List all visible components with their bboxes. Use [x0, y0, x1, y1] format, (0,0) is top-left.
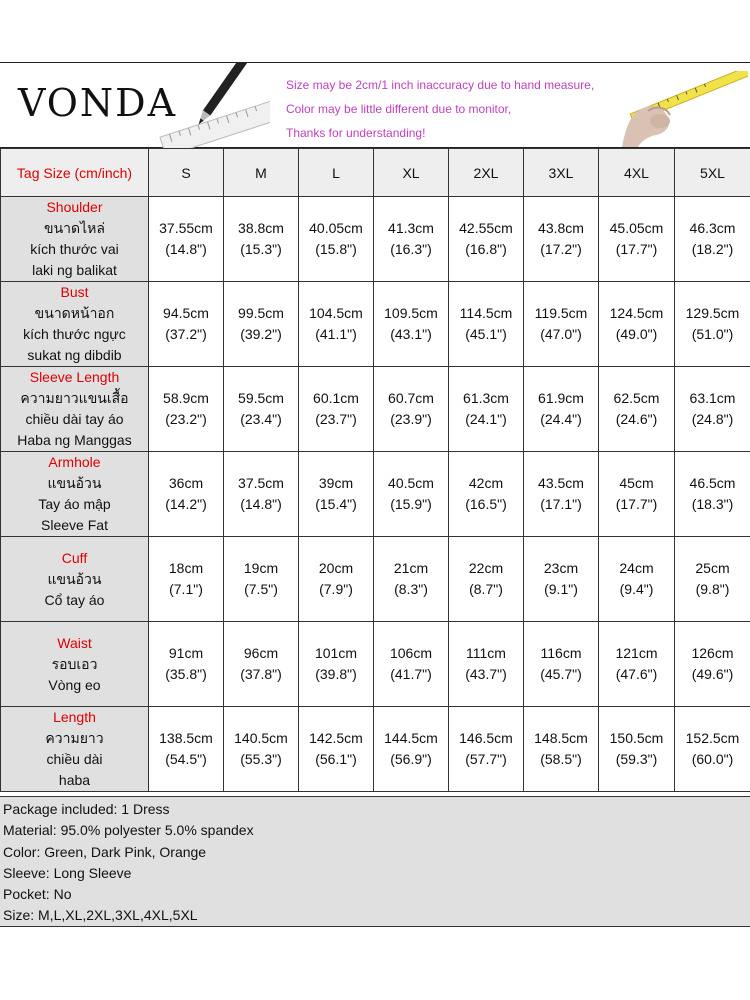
measurement-cell: [524, 282, 599, 367]
measurement-cell: [374, 367, 449, 452]
measurement-cell: [374, 537, 449, 622]
measurement-cell: [599, 282, 675, 367]
measurement-name: Length: [53, 709, 96, 725]
cm-value: 61.3cm: [463, 390, 509, 406]
measurement-translation: haba: [58, 772, 91, 788]
inch-value: (37.2"): [165, 326, 207, 342]
cm-value: 46.5cm: [689, 475, 736, 491]
inch-value: (55.3"): [240, 751, 282, 767]
measurement-cell: [524, 537, 599, 622]
measurement-cell: [149, 622, 224, 707]
inch-value: (16.3"): [390, 241, 432, 257]
size-table: [0, 148, 750, 792]
cm-value: 62.5cm: [613, 390, 660, 406]
measurement-label: [1, 197, 149, 282]
size-header: S: [149, 149, 224, 197]
measurement-cell: [449, 282, 524, 367]
measurement-cell: [449, 197, 524, 282]
measurement-translation: ความยาว: [45, 730, 104, 746]
inch-value: (9.1"): [544, 581, 578, 597]
measurement-translation: Vòng eo: [48, 676, 101, 693]
measurement-cell: [374, 622, 449, 707]
measurement-row: [1, 367, 750, 452]
cm-value: 91cm: [168, 645, 204, 661]
inch-value: (60.0"): [691, 751, 734, 767]
cm-value: 40.5cm: [388, 475, 434, 491]
inch-value: (43.1"): [390, 326, 432, 342]
measurement-cell: [149, 707, 224, 792]
inch-value: (24.6"): [615, 411, 658, 427]
measurement-cell: [524, 622, 599, 707]
inch-value: (24.8"): [691, 411, 734, 427]
hand-tape-measure-icon: [612, 71, 748, 147]
cm-value: 99.5cm: [238, 305, 284, 321]
measurement-cell: [675, 622, 750, 707]
measurement-cell: [299, 537, 374, 622]
inch-value: (17.7"): [615, 241, 658, 257]
measurement-cell: [224, 197, 299, 282]
cm-value: 142.5cm: [309, 730, 363, 746]
inch-value: (15.4"): [315, 496, 357, 512]
info-line: Pocket: No: [3, 886, 72, 903]
cm-value: 61.9cm: [538, 390, 584, 406]
measurement-translation: kích thước vai: [30, 241, 119, 257]
measurement-cell: [149, 452, 224, 537]
cm-value: 111cm: [466, 645, 506, 661]
measurement-cell: [599, 197, 675, 282]
measurement-cell: [599, 537, 675, 622]
cm-value: 129.5cm: [685, 305, 740, 321]
cm-value: 21cm: [393, 560, 429, 576]
measurement-cell: [299, 282, 374, 367]
cm-value: 116cm: [540, 645, 582, 661]
cm-value: 45.05cm: [609, 220, 664, 236]
measurement-cell: [599, 622, 675, 707]
measurement-cell: [449, 707, 524, 792]
inch-value: (17.1"): [540, 496, 582, 512]
measurement-translation: laki ng balikat: [32, 262, 117, 278]
cm-value: 43.5cm: [538, 475, 584, 491]
cm-value: 46.3cm: [689, 220, 736, 236]
cm-value: 60.1cm: [313, 390, 359, 406]
measurement-cell: [449, 537, 524, 622]
cm-value: 138.5cm: [159, 730, 213, 746]
measurement-translation: sukat ng dibdib: [27, 347, 122, 363]
measurement-translation: Tay áo mập: [38, 496, 111, 512]
inch-value: (18.3"): [691, 496, 734, 512]
measurement-cell: [224, 537, 299, 622]
cm-value: 19cm: [243, 560, 279, 576]
measurement-cell: [374, 707, 449, 792]
measurement-name: Armhole: [48, 454, 101, 470]
measurement-cell: [299, 452, 374, 537]
inch-value: (41.1"): [315, 326, 357, 342]
inch-value: (23.7"): [315, 411, 357, 427]
info-line: Size: M,L,XL,2XL,3XL,4XL,5XL: [3, 907, 198, 924]
cm-value: 109.5cm: [384, 305, 438, 321]
size-header: L: [299, 149, 374, 197]
size-rows: [1, 197, 750, 792]
inch-value: (57.7"): [465, 751, 507, 767]
measurement-cell: [149, 282, 224, 367]
inch-value: (23.9"): [390, 411, 432, 427]
measurement-cell: [149, 197, 224, 282]
inch-value: (45.7"): [540, 666, 582, 682]
measurement-label: [1, 622, 149, 707]
cm-value: 144.5cm: [384, 730, 438, 746]
cm-value: 38.8cm: [238, 220, 284, 236]
inch-value: (37.8"): [240, 666, 282, 682]
info-line: Color: Green, Dark Pink, Orange: [3, 843, 207, 860]
cm-value: 18cm: [168, 560, 204, 576]
inch-value: (7.1"): [169, 581, 203, 597]
size-header: 3XL: [524, 149, 599, 197]
measurement-label: [1, 367, 149, 452]
measurement-cell: [599, 452, 675, 537]
cm-value: 40.05cm: [309, 220, 363, 236]
measurement-cell: [524, 707, 599, 792]
measurement-name: Sleeve Length: [29, 369, 120, 385]
inch-value: (15.8"): [315, 241, 357, 257]
cm-value: 126cm: [691, 645, 734, 661]
cm-value: 37.55cm: [159, 220, 213, 236]
inch-value: (24.4"): [540, 411, 582, 427]
inch-value: (47.6"): [615, 666, 658, 682]
measurement-name: Cuff: [61, 549, 88, 566]
cm-value: 58.9cm: [163, 390, 209, 406]
inch-value: (23.4"): [240, 411, 282, 427]
inch-value: (49.6"): [691, 666, 734, 682]
tag-size-label: Tag Size (cm/inch): [1, 149, 149, 197]
info-line: Material: 95.0% polyester 5.0% spandex: [3, 822, 254, 839]
inch-value: (24.1"): [465, 411, 507, 427]
cm-value: 60.7cm: [388, 390, 434, 406]
inch-value: (15.9"): [390, 496, 432, 512]
measurement-translation: รอบเอว: [51, 655, 98, 672]
cm-value: 94.5cm: [163, 305, 209, 321]
inch-value: (16.8"): [465, 241, 507, 257]
inch-value: (35.8"): [165, 666, 207, 682]
info-line: Sleeve: Long Sleeve: [3, 864, 132, 881]
cm-value: 148.5cm: [534, 730, 588, 746]
cm-value: 42cm: [468, 475, 504, 491]
measurement-cell: [149, 537, 224, 622]
measurement-cell: [299, 197, 374, 282]
measurement-cell: [449, 452, 524, 537]
cm-value: 101cm: [314, 645, 358, 661]
inch-value: (17.2"): [540, 241, 582, 257]
inch-value: (41.7"): [390, 666, 432, 682]
measurement-row: [1, 282, 750, 367]
inch-value: (14.8"): [240, 496, 282, 512]
cm-value: 59.5cm: [238, 390, 284, 406]
cm-value: 36cm: [168, 475, 204, 491]
inch-value: (23.2"): [165, 411, 207, 427]
cm-value: 124.5cm: [609, 305, 664, 321]
cm-value: 114.5cm: [459, 305, 513, 321]
cm-value: 22cm: [468, 560, 504, 576]
measurement-cell: [675, 282, 750, 367]
inch-value: (47.0"): [540, 326, 582, 342]
inch-value: (39.8"): [315, 666, 357, 682]
inch-value: (9.4"): [619, 581, 654, 597]
measurement-cell: [224, 282, 299, 367]
size-chart-header: [0, 62, 750, 148]
measurement-cell: [524, 367, 599, 452]
measurement-cell: [224, 452, 299, 537]
measurement-row: [1, 197, 750, 282]
measurement-cell: [599, 367, 675, 452]
measurement-label: [1, 282, 149, 367]
measurement-cell: [675, 537, 750, 622]
measurement-cell: [374, 197, 449, 282]
cm-value: 41.3cm: [388, 220, 434, 236]
inch-value: (51.0"): [691, 326, 734, 342]
cm-value: 20cm: [318, 560, 354, 576]
measurement-notes: [286, 73, 594, 145]
inch-value: (39.2"): [240, 326, 282, 342]
cm-value: 119.5cm: [534, 305, 588, 321]
measurement-cell: [374, 282, 449, 367]
measurement-row: [1, 707, 750, 792]
measurement-cell: [224, 707, 299, 792]
measurement-translation: ความยาวแขนเสื้อ: [20, 390, 129, 406]
size-header: 5XL: [675, 149, 750, 197]
cm-value: 37.5cm: [238, 475, 284, 491]
size-header: M: [224, 149, 299, 197]
measurement-translation: ขนาดไหล่: [44, 220, 105, 236]
cm-value: 121cm: [615, 645, 658, 661]
measurement-label: [1, 452, 149, 537]
measurement-cell: [449, 367, 524, 452]
inch-value: (8.3"): [394, 581, 428, 597]
cm-value: 24cm: [619, 560, 654, 576]
inch-value: (18.2"): [691, 241, 734, 257]
measurement-cell: [449, 622, 524, 707]
inch-value: (9.8"): [695, 581, 730, 597]
measurement-cell: [224, 622, 299, 707]
measurement-label: [1, 707, 149, 792]
measurement-row: [1, 622, 750, 707]
cm-value: 152.5cm: [685, 730, 740, 746]
measurement-cell: [599, 707, 675, 792]
cm-value: 45cm: [619, 475, 654, 491]
measurement-name: Shoulder: [46, 199, 103, 215]
inch-value: (16.5"): [465, 496, 507, 512]
cm-value: 140.5cm: [234, 730, 288, 746]
measurement-row: [1, 537, 750, 622]
measurement-cell: [299, 622, 374, 707]
size-header: 2XL: [449, 149, 524, 197]
measurement-row: [1, 452, 750, 537]
inch-value: (43.7"): [465, 666, 507, 682]
measurement-cell: [675, 707, 750, 792]
measurement-cell: [524, 197, 599, 282]
measurement-cell: [374, 452, 449, 537]
inch-value: (8.7"): [469, 581, 503, 597]
inch-value: (17.7"): [615, 496, 658, 512]
inch-value: (54.5"): [165, 751, 207, 767]
inch-value: (14.8"): [165, 241, 207, 257]
cm-value: 23cm: [543, 560, 579, 576]
measurement-translation: แขนอ้วน: [47, 475, 102, 491]
note-line: Color may be little different due to monitor,: [286, 102, 512, 116]
inch-value: (7.9"): [319, 581, 353, 597]
note-line: Thanks for understanding!: [286, 126, 426, 140]
product-info: [0, 796, 750, 927]
measurement-translation: kích thước ngực: [23, 326, 126, 342]
inch-value: (45.1"): [465, 326, 507, 342]
measurement-translation: แขนอ้วน: [47, 570, 102, 587]
cm-value: 106cm: [389, 645, 433, 661]
measurement-cell: [299, 707, 374, 792]
measurement-cell: [224, 367, 299, 452]
pencil-ruler-icon: [150, 63, 270, 149]
measurement-name: Waist: [57, 634, 92, 651]
inch-value: (56.1"): [315, 751, 357, 767]
cm-value: 42.55cm: [459, 220, 513, 236]
measurement-translation: chiều dài: [46, 751, 103, 767]
brand-logo: VONDA: [18, 81, 178, 125]
measurement-cell: [675, 197, 750, 282]
measurement-translation: chiều dài tay áo: [25, 411, 124, 427]
measurement-name: Bust: [60, 284, 89, 300]
size-header-row: [1, 149, 750, 197]
measurement-translation: Sleeve Fat: [41, 517, 108, 533]
inch-value: (14.2"): [165, 496, 207, 512]
cm-value: 96cm: [243, 645, 279, 661]
inch-value: (59.3"): [615, 751, 658, 767]
inch-value: (7.5"): [244, 581, 278, 597]
cm-value: 63.1cm: [689, 390, 736, 406]
note-line: Size may be 2cm/1 inch inaccuracy due to hand measure,: [286, 78, 595, 92]
measurement-cell: [299, 367, 374, 452]
size-header: XL: [374, 149, 449, 197]
measurement-label: [1, 537, 149, 622]
measurement-translation: Haba ng Manggas: [17, 432, 132, 448]
inch-value: (56.9"): [390, 751, 432, 767]
info-line: Package included: 1 Dress: [3, 801, 170, 817]
measurement-cell: [524, 452, 599, 537]
cm-value: 146.5cm: [459, 730, 513, 746]
cm-value: 43.8cm: [538, 220, 584, 236]
cm-value: 39cm: [318, 475, 354, 491]
inch-value: (15.3"): [240, 241, 282, 257]
measurement-cell: [149, 367, 224, 452]
measurement-cell: [675, 367, 750, 452]
inch-value: (58.5"): [540, 751, 582, 767]
measurement-translation: ขนาดหน้าอก: [34, 305, 115, 321]
size-header: 4XL: [599, 149, 675, 197]
measurement-cell: [675, 452, 750, 537]
measurement-translation: Cổ tay áo: [44, 591, 105, 608]
cm-value: 104.5cm: [309, 305, 363, 321]
cm-value: 150.5cm: [609, 730, 664, 746]
cm-value: 25cm: [695, 560, 730, 576]
inch-value: (49.0"): [615, 326, 658, 342]
